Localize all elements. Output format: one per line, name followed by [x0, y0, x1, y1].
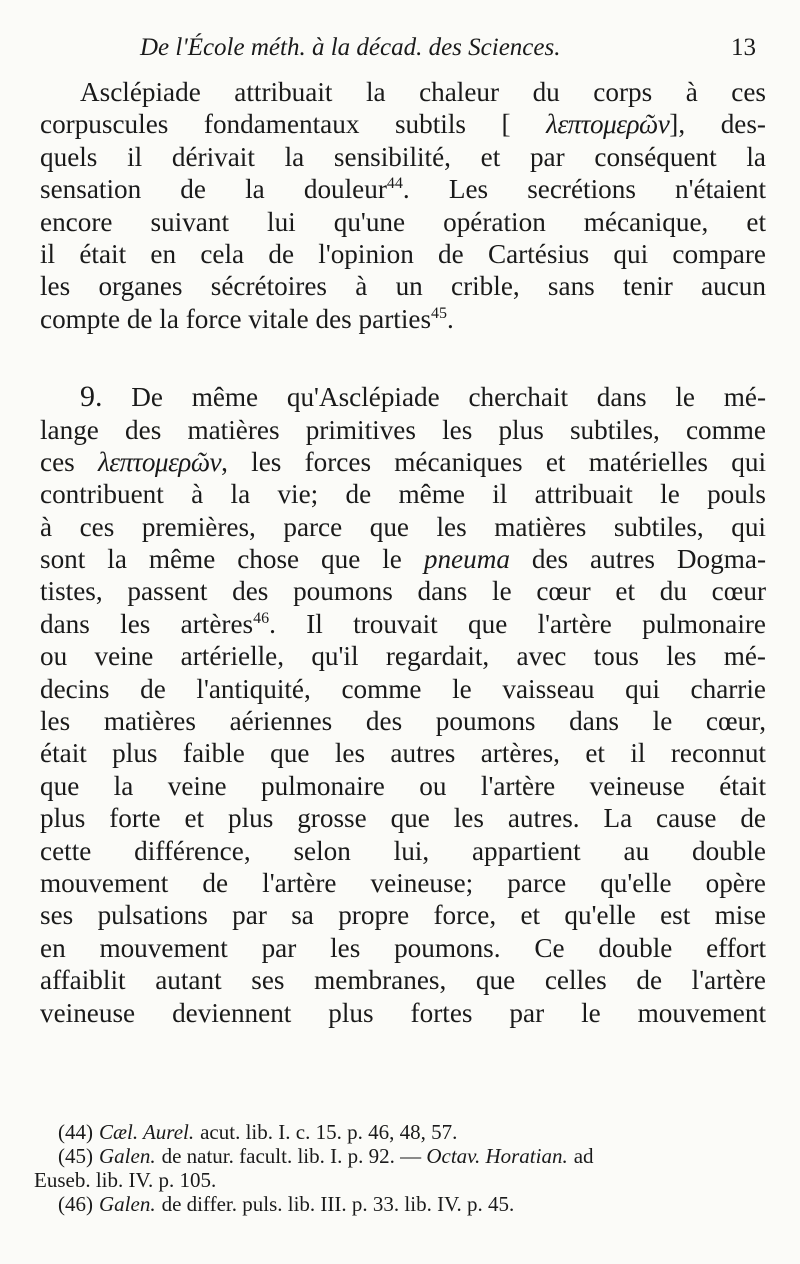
text-line: veineuse deviennent plus fortes par le mouvement [40, 997, 766, 1028]
footnote-text: Euseb. lib. IV. p. 105. [34, 1168, 217, 1192]
footnote-marker: (45) [58, 1144, 93, 1168]
running-title: De l'École méth. à la décad. des Sciences. [140, 34, 561, 61]
text-run: compte de la force vitale des parties [40, 303, 432, 334]
text-line: ses pulsations par sa propre force, et qu'elle est mise [40, 900, 766, 931]
footnote-source: Galen. [99, 1192, 156, 1216]
footnote-ref-45: 45 [431, 304, 448, 322]
text-run: . [447, 303, 454, 334]
footnote-source: Galen. [99, 1144, 156, 1168]
footnote-text: de differ. puls. lib. III. p. 33. lib. IV. p. 45. [161, 1192, 515, 1216]
text-line: les organes sécrétoires à un crible, sans tenir aucun [40, 271, 766, 302]
text-run: . Les secrétions n'étaient [402, 174, 766, 205]
text-line: que la veine pulmonaire ou l'artère veineuse était [40, 770, 766, 801]
text-run: ], des- [669, 109, 766, 140]
footnote-source: Cæl. Aurel. [99, 1120, 195, 1144]
footnote-45-continued [34, 1168, 768, 1192]
footnote-45 [58, 1144, 768, 1168]
text-line: tistes, passent des poumons dans le cœur et du cœur [40, 576, 766, 607]
text-line [40, 543, 766, 575]
text-line: les matières aériennes des poumons dans le cœur, [40, 706, 766, 737]
text-run: des autres Dogma- [531, 544, 767, 575]
text-line: decins de l'antiquité, comme le vaisseau qui charrie [40, 673, 766, 704]
footnote-marker: (44) [58, 1120, 93, 1144]
text-line: en mouvement par les poumons. Ce double effort [40, 932, 766, 963]
text-line: quels il dérivait la sensibilité, et par conséquent la [40, 141, 766, 172]
text-line [40, 608, 766, 640]
text-line: contribuent à la vie; de même il attribuait le pouls [40, 479, 766, 510]
text-run: ces [40, 446, 75, 477]
text-line: plus forte et plus grosse que les autres. La cause de [40, 803, 766, 834]
footnote-text: acut. lib. I. c. 15. p. 46, 48, 57. [200, 1120, 458, 1144]
paragraph-1 [40, 76, 766, 335]
text-line: à ces premières, parce que les matières subtiles, qui [40, 511, 766, 542]
text-line: mouvement de l'artère veineuse; parce qu'elle opère [40, 867, 766, 898]
main-text [40, 76, 766, 1029]
running-header [140, 28, 756, 68]
paragraph-2 [40, 381, 766, 1029]
text-line: encore suivant lui qu'une opération mécanique, et [40, 206, 766, 237]
text-line: lange des matières primitives les plus subtiles, comme [40, 414, 766, 445]
text-line [40, 173, 766, 205]
text-line: ou veine artérielle, qu'il regardait, avec tous les mé- [40, 641, 766, 672]
footnote-ref-44: 44 [386, 175, 403, 193]
paragraph-gap [40, 335, 766, 381]
greek-word: λεπτομερῶν [97, 446, 222, 477]
text-line [40, 446, 766, 478]
text-line: Asclépiade attribuait la chaleur du corps à ces [80, 77, 766, 107]
footnote-text: ad [573, 1144, 594, 1168]
footnote-marker: (46) [58, 1192, 93, 1216]
text-run: De même qu'Asclépiade cherchait dans le mé- [131, 382, 767, 413]
text-line: cette différence, selon lui, appartient au double [40, 835, 766, 866]
text-line: il était en cela de l'opinion de Cartésius qui compare [40, 238, 766, 269]
footnote-46 [58, 1192, 768, 1216]
footnote-ref-46: 46 [253, 609, 270, 627]
text-run: corpuscules fondamentaux subtils [ [40, 109, 511, 140]
text-run: , les forces mécaniques et matérielles qui [221, 446, 767, 477]
text-run: sensation de la douleur [40, 174, 387, 205]
text-line [40, 381, 766, 413]
text-run: dans les artères [40, 608, 254, 639]
footnote-text: de natur. facult. lib. I. p. 92. — [161, 1144, 422, 1168]
text-line [40, 303, 766, 335]
paragraph-number: 9. [80, 380, 103, 414]
greek-word: λεπτομερῶν [546, 109, 670, 140]
footnotes [34, 1120, 768, 1216]
footnote-source: Octav. Horatian. [426, 1144, 568, 1168]
text-line [40, 108, 766, 140]
text-run: . Il trouvait que l'artère pulmonaire [269, 608, 767, 639]
text-line: affaiblit autant ses membranes, que celles de l'artère [40, 965, 766, 996]
text-run: sont la même chose que le [40, 544, 402, 575]
page-number: 13 [731, 34, 756, 61]
footnote-44 [58, 1120, 768, 1144]
text-line: était plus faible que les autres artères, et il reconnut [40, 738, 766, 769]
italic-word: pneuma [423, 544, 510, 575]
